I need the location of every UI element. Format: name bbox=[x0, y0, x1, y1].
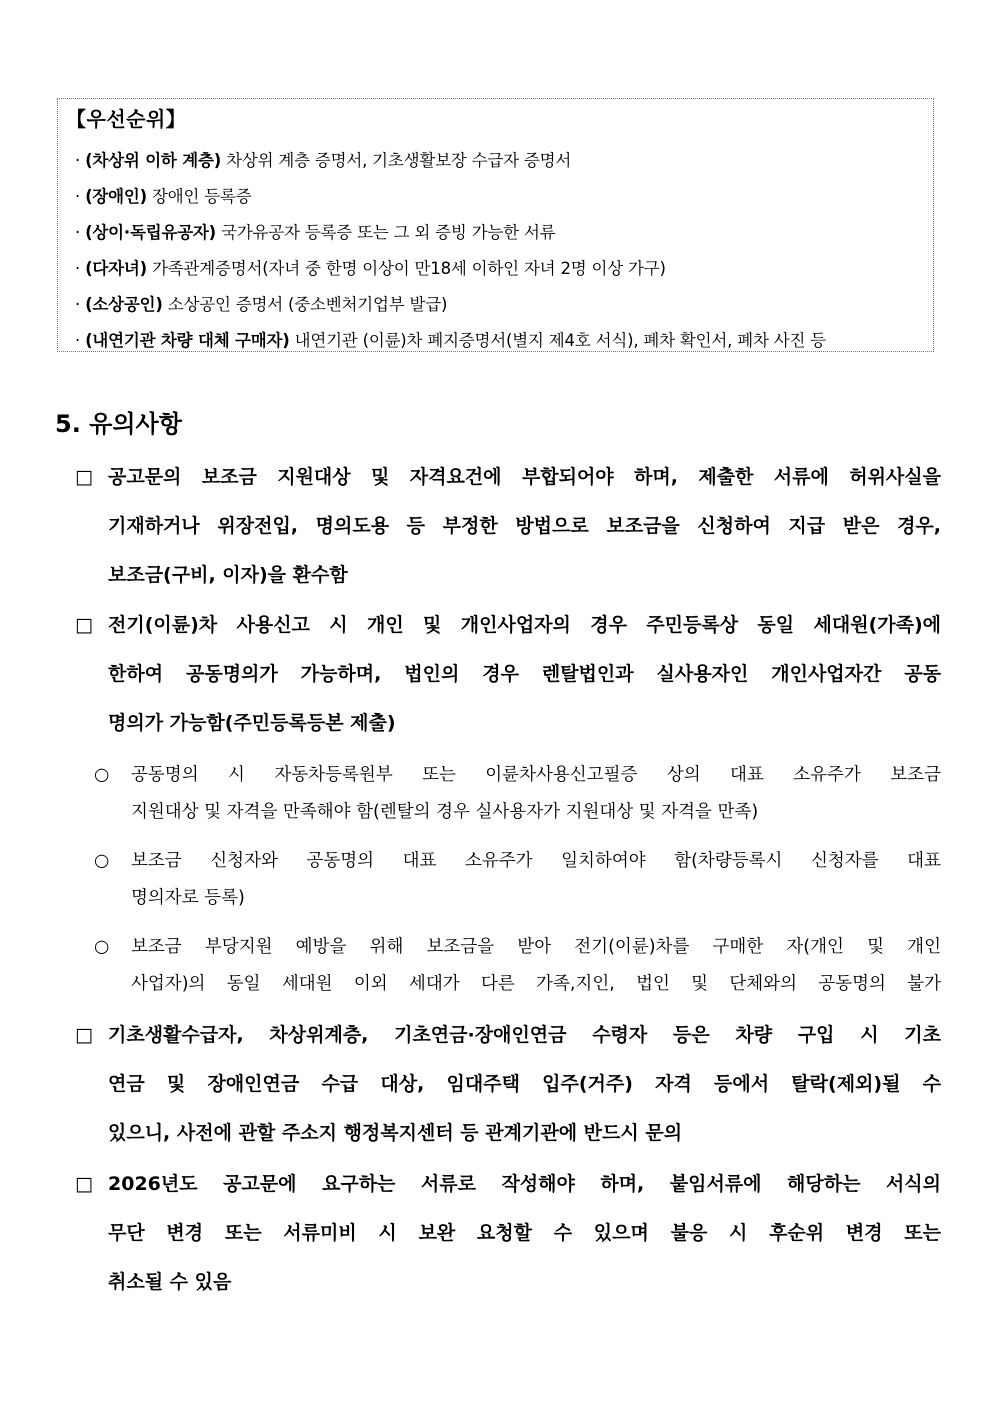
square-bullet: □ bbox=[75, 1173, 93, 1195]
sub-line: 공동명의 시 자동차등록원부 또는 이륜차사용신고필증 상의 대표 소유주가 보조금 bbox=[131, 765, 941, 785]
notice-line: 명의가 가능함(주민등록등본 제출) bbox=[108, 712, 396, 734]
circle-bullet: ○ bbox=[94, 851, 110, 871]
priority-item bbox=[75, 183, 252, 207]
priority-box bbox=[57, 98, 934, 352]
sub-line: 명의자로 등록) bbox=[131, 888, 245, 908]
priority-label: (다자녀) bbox=[85, 259, 147, 278]
circle-bullet: ○ bbox=[94, 765, 110, 785]
sub-line: 지원대상 및 자격을 만족해야 함(렌탈의 경우 실사용자가 지원대상 및 자격을 만족) bbox=[131, 802, 759, 822]
square-bullet: □ bbox=[75, 466, 93, 488]
sub-item bbox=[94, 929, 941, 1003]
sub-item bbox=[94, 843, 941, 917]
bullet: · bbox=[75, 151, 81, 170]
circle-bullet: ○ bbox=[94, 937, 110, 957]
priority-text: 국가유공자 등록증 또는 그 외 증빙 가능한 서류 bbox=[216, 223, 556, 242]
notice-item bbox=[75, 453, 941, 600]
notice-line: 기재하거나 위장전입, 명의도용 등 부정한 방법으로 보조금을 신청하여 지급 받은 경우, bbox=[108, 515, 941, 537]
priority-label: (내연기관 차량 대체 구매자) bbox=[85, 331, 290, 350]
priority-text: 장애인 등록증 bbox=[147, 187, 252, 206]
bullet: · bbox=[75, 331, 81, 350]
priority-text: 차상위 계층 증명서, 기초생활보장 수급자 증명서 bbox=[221, 151, 572, 170]
priority-label: (차상위 이하 계층) bbox=[85, 151, 222, 170]
bullet: · bbox=[75, 259, 81, 278]
priority-item bbox=[75, 291, 447, 315]
priority-label: (상이·독립유공자) bbox=[85, 223, 217, 242]
priority-text: 소상공인 증명서 (중소벤처기업부 발급) bbox=[162, 295, 448, 314]
priority-label: (소상공인) bbox=[85, 295, 163, 314]
priority-text: 내연기관 (이륜)차 폐지증명서(별지 제4호 서식), 폐차 확인서, 폐차 사진 등 bbox=[289, 331, 827, 350]
bullet: · bbox=[75, 223, 81, 242]
notice-item bbox=[75, 1160, 941, 1307]
priority-label: (장애인) bbox=[85, 187, 147, 206]
square-bullet: □ bbox=[75, 1024, 93, 1046]
priority-item bbox=[75, 147, 571, 171]
notice-line: 전기(이륜)차 사용신고 시 개인 및 개인사업자의 경우 주민등록상 동일 세대원(가족)에 bbox=[108, 614, 941, 636]
notice-line: 취소될 수 있음 bbox=[108, 1271, 232, 1293]
sub-line: 보조금 신청자와 공동명의 대표 소유주가 일치하여야 함(차량등록시 신청자를 대표 bbox=[131, 851, 941, 871]
notice-line: 보조금(구비, 이자)을 환수함 bbox=[108, 564, 348, 586]
priority-item bbox=[75, 255, 666, 279]
square-bullet: □ bbox=[75, 614, 93, 636]
sub-line: 사업자)의 동일 세대원 이외 세대가 다른 가족,지인, 법인 및 단체와의 공동명의 불가 bbox=[131, 974, 941, 994]
notice-line: 연금 및 장애인연금 수급 대상, 임대주택 입주(거주) 자격 등에서 탈락(제외)될 수 bbox=[108, 1073, 941, 1095]
notice-item bbox=[75, 601, 941, 748]
sub-line: 보조금 부당지원 예방을 위해 보조금을 받아 전기(이륜)차를 구매한 자(개인 및 개인 bbox=[131, 937, 941, 957]
notice-line: 2026년도 공고문에 요구하는 서류로 작성해야 하며, 붙임서류에 해당하는 서식의 bbox=[108, 1173, 941, 1195]
priority-item bbox=[75, 219, 555, 243]
notice-line: 있으니, 사전에 관할 주소지 행정복지센터 등 관계기관에 반드시 문의 bbox=[108, 1122, 683, 1144]
notice-line: 한하여 공동명의가 가능하며, 법인의 경우 렌탈법인과 실사용자인 개인사업자간 공동 bbox=[108, 663, 941, 685]
bullet: · bbox=[75, 187, 81, 206]
notice-line: 무단 변경 또는 서류미비 시 보완 요청할 수 있으며 불응 시 후순위 변경 또는 bbox=[108, 1222, 941, 1244]
priority-text: 가족관계증명서(자녀 중 한명 이상이 만18세 이하인 자녀 2명 이상 가구) bbox=[147, 259, 666, 278]
bullet: · bbox=[75, 295, 81, 314]
priority-item bbox=[75, 327, 826, 351]
notice-line: 공고문의 보조금 지원대상 및 자격요건에 부합되어야 하며, 제출한 서류에 허위사실을 bbox=[108, 466, 941, 488]
notice-line: 기초생활수급자, 차상위계층, 기초연금·장애인연금 수령자 등은 차량 구입 시 기초 bbox=[108, 1024, 941, 1046]
section-title: 5. 유의사항 bbox=[55, 410, 182, 438]
priority-title: 【우선순위】 bbox=[66, 107, 187, 131]
notice-item bbox=[75, 1011, 941, 1158]
sub-item bbox=[94, 757, 941, 831]
